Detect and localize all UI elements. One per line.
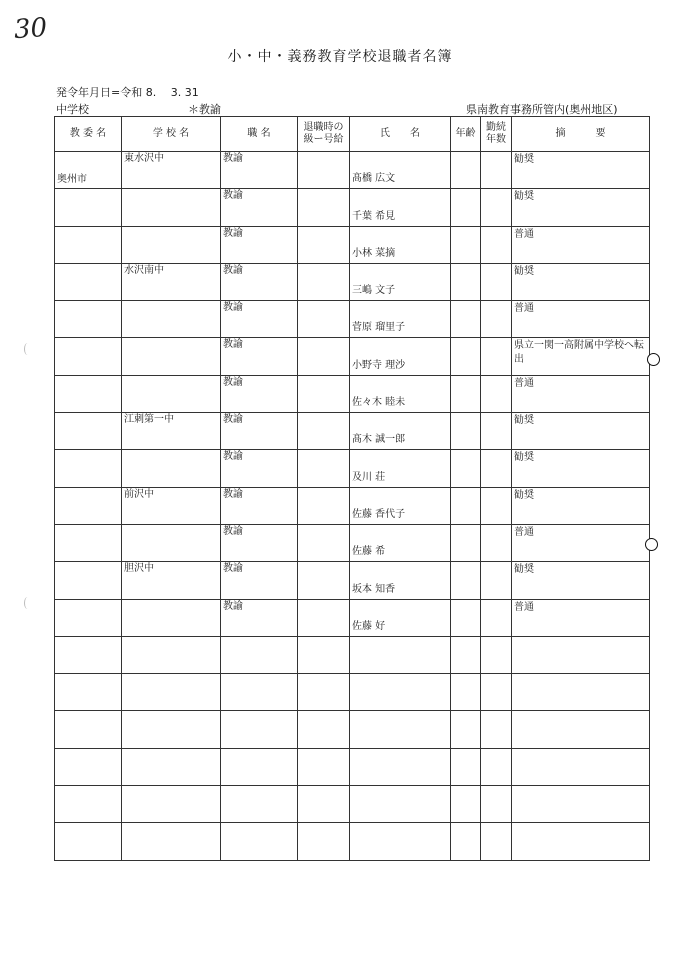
cell-job [221,636,298,673]
page-number: 30 [12,12,49,46]
header-salary [298,117,350,152]
cell-service [481,524,512,561]
cell-age [451,674,481,711]
header-service-line1: 勤続 [486,122,506,133]
cell-board [55,823,122,860]
header-job: 職 名 [221,117,298,152]
cell-job [221,786,298,823]
person-name: 三嶋 文子 [352,285,396,297]
table-row [55,599,650,636]
cell-remarks [512,413,650,450]
remarks-text: 県立一関一高附属中学校へ転出 [514,340,644,366]
cell-school [122,301,221,338]
cell-job [221,301,298,338]
cell-name [350,524,451,561]
cell-school [122,562,221,599]
cell-job [221,711,298,748]
cell-school [122,189,221,226]
cell-board [55,450,122,487]
cell-age [451,786,481,823]
cell-name [350,152,451,189]
scan-mark-icon [24,343,31,355]
person-name: 千葉 希見 [352,210,396,222]
cell-remarks [512,748,650,785]
person-name: 坂本 知香 [352,583,396,595]
cell-salary [298,263,350,300]
header-board: 教 委 名 [55,117,122,152]
remarks-text: 普通 [514,303,534,315]
cell-service [481,748,512,785]
cell-name [350,189,451,226]
cell-job [221,152,298,189]
job-title: 教諭 [223,414,243,426]
empty-row [55,674,650,711]
cell-school [122,413,221,450]
table-row [55,413,650,450]
table-row [55,524,650,561]
cell-job [221,562,298,599]
school-name: 東水沢中 [124,153,164,164]
cell-age [451,152,481,189]
cell-name [350,711,451,748]
cell-school [122,599,221,636]
cell-age [451,413,481,450]
header-service [481,117,512,152]
job-title: 教諭 [223,563,243,575]
cell-name [350,674,451,711]
cell-service [481,786,512,823]
remarks-text: 勧奨 [514,452,534,464]
cell-remarks [512,711,650,748]
punch-hole-icon [647,353,660,366]
cell-board [55,524,122,561]
table-row [55,338,650,375]
cell-age [451,562,481,599]
cell-board [55,748,122,785]
cell-school [122,338,221,375]
cell-service [481,263,512,300]
cell-board [55,599,122,636]
cell-service [481,450,512,487]
school-name: 胆沢中 [124,563,154,575]
cell-school [122,263,221,300]
empty-row [55,711,650,748]
cell-remarks [512,674,650,711]
table-body [55,152,650,861]
cell-service [481,599,512,636]
cell-salary [298,562,350,599]
cell-board [55,562,122,599]
remarks-text: 勧奨 [514,154,534,165]
person-name: 小林 菜摘 [352,247,396,259]
cell-job [221,674,298,711]
cell-name [350,823,451,860]
school-name: 前沢中 [124,488,154,500]
cell-remarks [512,599,650,636]
cell-school [122,748,221,785]
header-remarks: 摘 要 [512,117,650,152]
cell-salary [298,189,350,226]
cell-service [481,375,512,412]
cell-school [122,450,221,487]
cell-service [481,338,512,375]
cell-salary [298,338,350,375]
cell-job [221,823,298,860]
job-title: 教諭 [223,264,243,276]
cell-salary [298,301,350,338]
job-title: 教諭 [223,488,243,500]
office-label: 県南教育事務所管内(奥州地区) [466,103,618,116]
cell-age [451,226,481,263]
header-salary-line1: 退職時の [303,122,344,133]
cell-job [221,189,298,226]
job-title: 教諭 [223,339,243,351]
cell-salary [298,674,350,711]
cell-school [122,226,221,263]
cell-remarks [512,226,650,263]
cell-salary [298,487,350,524]
cell-remarks [512,338,650,375]
cell-board [55,413,122,450]
cell-salary [298,152,350,189]
cell-remarks [512,636,650,673]
cell-salary [298,636,350,673]
punch-hole-icon [645,538,658,551]
remarks-text: 勧奨 [514,415,534,427]
person-name: 佐々木 睦未 [352,397,406,409]
cell-board [55,786,122,823]
remarks-text: 普通 [514,526,534,538]
cell-job [221,375,298,412]
job-title: 教諭 [223,525,243,537]
cell-name [350,748,451,785]
cell-job [221,263,298,300]
remarks-text: 勧奨 [514,265,534,277]
cell-salary [298,599,350,636]
issue-date: 発令年月日=令和 8. 3. 31 [56,86,199,99]
empty-row [55,748,650,785]
cell-salary [298,413,350,450]
cell-age [451,450,481,487]
cell-remarks [512,524,650,561]
cell-school [122,487,221,524]
cell-school [122,636,221,673]
page-title: 小・中・義務教育学校退職者名簿 [227,49,453,65]
cell-salary [298,786,350,823]
cell-remarks [512,189,650,226]
job-title: 教諭 [223,376,243,388]
cell-board [55,375,122,412]
cell-job [221,338,298,375]
retiree-table [54,116,650,861]
job-title: 教諭 [223,451,243,463]
remarks-text: 勧奨 [514,191,534,203]
cell-school [122,152,221,189]
cell-board [55,226,122,263]
cell-name [350,226,451,263]
cell-board [55,263,122,300]
cell-board [55,301,122,338]
person-name: 小野寺 理沙 [352,359,406,371]
empty-row [55,786,650,823]
person-name: 髙橋 広文 [352,173,396,185]
cell-remarks [512,450,650,487]
cell-remarks [512,263,650,300]
cell-name [350,562,451,599]
header-row [55,117,650,152]
empty-row [55,636,650,673]
cell-age [451,375,481,412]
cell-service [481,674,512,711]
cell-board [55,711,122,748]
cell-name [350,786,451,823]
cell-school [122,524,221,561]
cell-remarks [512,786,650,823]
cell-job [221,599,298,636]
cell-school [122,786,221,823]
cell-service [481,189,512,226]
cell-service [481,823,512,860]
remarks-text: 普通 [514,228,534,240]
table-row [55,263,650,300]
cell-age [451,189,481,226]
cell-age [451,599,481,636]
cell-age [451,711,481,748]
job-title: 教諭 [223,600,243,612]
cell-salary [298,748,350,785]
table-row [55,301,650,338]
cell-school [122,711,221,748]
cell-remarks [512,823,650,860]
cell-service [481,711,512,748]
cell-service [481,152,512,189]
cell-salary [298,524,350,561]
header-school: 学 校 名 [122,117,221,152]
cell-job [221,413,298,450]
cell-name [350,301,451,338]
cell-school [122,674,221,711]
job-title: 教諭 [223,302,243,314]
cell-job [221,748,298,785]
cell-salary [298,711,350,748]
cell-name [350,487,451,524]
job-title: 教諭 [223,153,243,164]
cell-age [451,487,481,524]
header-age: 年齢 [451,117,481,152]
remarks-text: 普通 [514,377,534,389]
cell-board [55,338,122,375]
cell-name [350,263,451,300]
cell-name [350,450,451,487]
cell-remarks [512,152,650,189]
cell-service [481,487,512,524]
cell-job [221,487,298,524]
cell-age [451,338,481,375]
cell-board [55,152,122,189]
cell-name [350,413,451,450]
job-title: 教諭 [223,227,243,239]
cell-school [122,375,221,412]
cell-job [221,450,298,487]
school-type: 中学校 [56,103,89,116]
person-name: 及川 荘 [352,471,386,483]
cell-salary [298,450,350,487]
cell-board [55,674,122,711]
table-row [55,226,650,263]
person-name: 髙木 誠一郎 [352,434,406,446]
board-name: 奥州市 [57,174,87,186]
person-name: 佐藤 希 [352,546,386,558]
person-name: 佐藤 香代子 [352,508,406,520]
cell-job [221,226,298,263]
cell-service [481,636,512,673]
table-row [55,487,650,524]
header-salary-line2: 級ー号給 [303,134,344,145]
table-row [55,375,650,412]
remarks-text: 普通 [514,601,534,613]
cell-remarks [512,375,650,412]
cell-age [451,524,481,561]
cell-school [122,823,221,860]
cell-service [481,413,512,450]
cell-board [55,487,122,524]
cell-remarks [512,487,650,524]
table-row [55,152,650,189]
cell-name [350,338,451,375]
scan-mark-icon [24,597,31,609]
cell-age [451,823,481,860]
table-row [55,450,650,487]
cell-salary [298,226,350,263]
cell-board [55,189,122,226]
cell-service [481,562,512,599]
position-filter: ＊教諭 [188,103,221,116]
cell-salary [298,823,350,860]
cell-age [451,636,481,673]
cell-age [451,748,481,785]
remarks-text: 勧奨 [514,489,534,501]
empty-row [55,823,650,860]
person-name: 菅原 瑠里子 [352,322,406,334]
table-row [55,562,650,599]
cell-name [350,599,451,636]
cell-age [451,301,481,338]
header-service-line2: 年数 [486,134,506,145]
cell-salary [298,375,350,412]
cell-name [350,375,451,412]
school-name: 水沢南中 [124,264,164,276]
header-name: 氏 名 [350,117,451,152]
cell-remarks [512,562,650,599]
cell-service [481,301,512,338]
cell-service [481,226,512,263]
cell-remarks [512,301,650,338]
remarks-text: 勧奨 [514,564,534,576]
cell-job [221,524,298,561]
school-name: 江刺第一中 [124,414,174,426]
cell-board [55,636,122,673]
person-name: 佐藤 好 [352,620,386,632]
job-title: 教諭 [223,190,243,202]
cell-age [451,263,481,300]
cell-name [350,636,451,673]
table-row [55,189,650,226]
